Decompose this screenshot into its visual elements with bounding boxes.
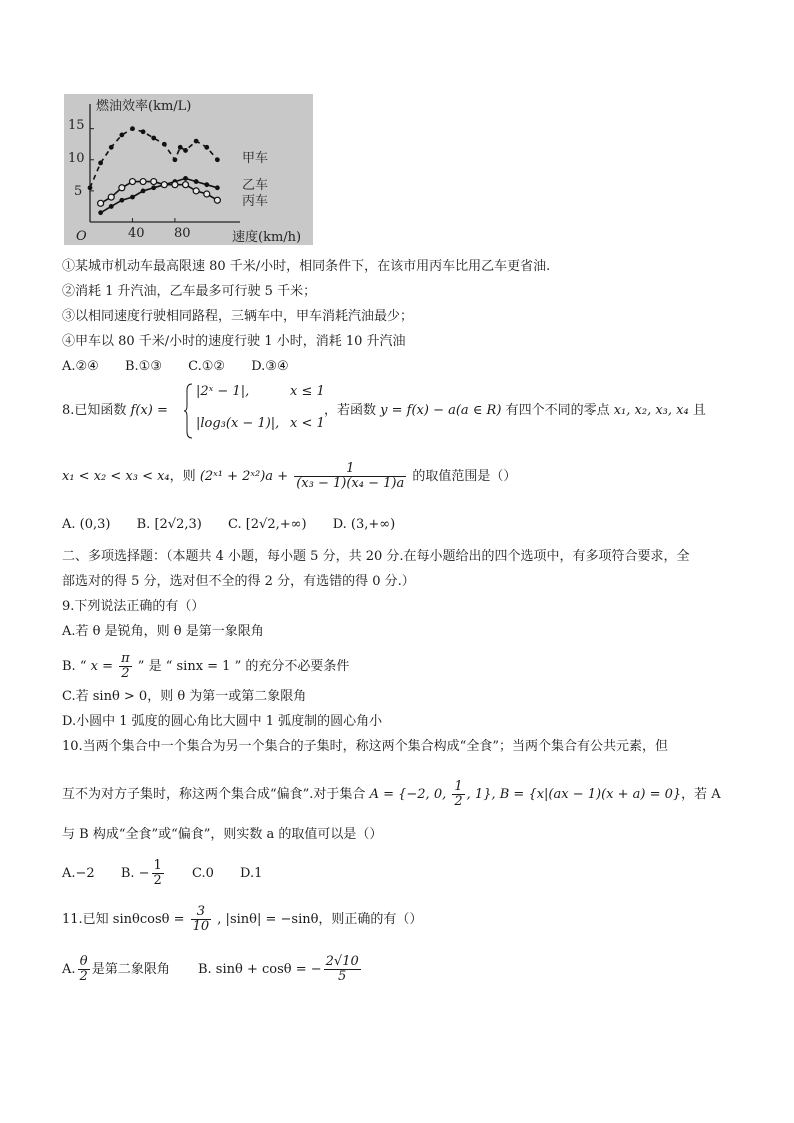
data-point bbox=[119, 185, 125, 191]
q9-option-c[interactable]: C.若 sinθ > 0，则 θ 为第一或第二象限角 bbox=[62, 689, 307, 704]
q10-line1: 10.当两个集合中一个集合为另一个集合的子集时，称这两个集合构成“全食”；当两个集合有公共元素，但 bbox=[62, 739, 668, 754]
q8-zeros: x₁, x₂, x₃, x₄ bbox=[613, 403, 689, 418]
legend-yi: 乙车 bbox=[242, 178, 269, 193]
data-point bbox=[98, 160, 103, 165]
q10-setB: , B = {x|(ax − 1)(x + a) = 0} bbox=[491, 787, 682, 802]
series-line-2 bbox=[101, 182, 218, 204]
q8-cond-2: x < 1 bbox=[290, 416, 325, 431]
data-point bbox=[183, 148, 188, 153]
fuel-efficiency-chart bbox=[64, 94, 313, 245]
data-point bbox=[119, 132, 124, 137]
q8-fraction bbox=[294, 462, 406, 491]
q10-setA-den: 2 bbox=[454, 794, 463, 809]
q7-option-b[interactable]: B.①③ bbox=[124, 359, 162, 374]
q8-end: 且 bbox=[692, 403, 706, 418]
data-point bbox=[88, 185, 93, 190]
q10-option-c[interactable]: C.0 bbox=[191, 866, 214, 881]
q8-mid2: 有四个不同的零点 bbox=[505, 403, 610, 418]
data-point bbox=[214, 197, 220, 203]
data-point bbox=[215, 157, 220, 162]
q11-num: 3 bbox=[191, 905, 212, 920]
q11-stem bbox=[62, 905, 422, 934]
section2-heading-2: 部选对的得 5 分，选对但不全的得 2 分，有选错的得 0 分.） bbox=[62, 574, 415, 589]
q11-option-b[interactable] bbox=[197, 954, 363, 984]
q8-fx: f(x) = bbox=[130, 403, 168, 418]
q9-option-b[interactable] bbox=[62, 652, 349, 681]
q9-option-a[interactable]: A.若 θ 是锐角，则 θ 是第一象限角 bbox=[62, 624, 264, 639]
data-point bbox=[204, 182, 209, 187]
q8-mid: ，若函数 bbox=[324, 403, 377, 418]
statement-3: ③以相同速度行驶相同路程，三辆车中，甲车消耗汽油最少； bbox=[62, 309, 414, 324]
q11-rest: , |sinθ| = −sinθ，则正确的有（） bbox=[217, 912, 423, 927]
statement-2: ②消耗 1 升汽油，乙车最多可行驶 5 千米； bbox=[62, 284, 317, 299]
q7-option-d[interactable]: D.③④ bbox=[251, 359, 289, 374]
data-point bbox=[140, 179, 146, 185]
data-point bbox=[162, 142, 167, 147]
q11a-fraction bbox=[78, 955, 90, 984]
q10-optB-num: 1 bbox=[153, 858, 162, 873]
data-point bbox=[161, 182, 167, 188]
q11-option-a[interactable] bbox=[62, 954, 174, 984]
q7-options bbox=[62, 358, 311, 376]
data-point bbox=[183, 176, 188, 181]
statement-4: ④甲车以 80 千米/小时的速度行驶 1 小时，消耗 10 升汽油 bbox=[62, 334, 406, 349]
data-point bbox=[173, 157, 178, 162]
q8-frac-den: (x₃ − 1)(x₄ − 1)a bbox=[296, 476, 405, 491]
q8-brace bbox=[184, 382, 194, 440]
q11a-den: 2 bbox=[79, 969, 88, 984]
y-tick-15: 15 bbox=[68, 118, 85, 133]
q11b-label: B. sinθ + cosθ = − bbox=[197, 962, 322, 977]
q11-start: 11.已知 sinθcosθ = bbox=[62, 912, 185, 927]
q9b-rest: ” 是 “ sinx = 1 ” 的充分不必要条件 bbox=[137, 659, 350, 674]
data-point bbox=[204, 145, 209, 150]
q8-case-1: |2ˣ − 1|, bbox=[196, 384, 250, 399]
q9b-fraction bbox=[119, 652, 132, 681]
data-point bbox=[130, 126, 135, 131]
q11a-num: θ bbox=[78, 955, 90, 970]
q8-cond-1: x ≤ 1 bbox=[290, 384, 325, 399]
data-point bbox=[109, 204, 114, 209]
q8-frac-num: 1 bbox=[294, 462, 406, 477]
x-tick-40: 40 bbox=[128, 226, 145, 241]
origin-label: O bbox=[76, 229, 87, 244]
data-point bbox=[178, 145, 183, 150]
data-point bbox=[130, 195, 135, 200]
q9b-open: B. “ bbox=[62, 659, 87, 674]
q10-line3: 与 B 构成“全食”或“偏食”，则实数 a 的取值可以是（） bbox=[62, 827, 383, 842]
q8-line2 bbox=[62, 462, 516, 491]
q8-option-a[interactable]: A. (0,3) bbox=[62, 517, 111, 532]
q9-stem: 9.下列说法正确的有（） bbox=[62, 599, 205, 614]
q10-optB-label: B. − bbox=[120, 866, 150, 881]
q9b-den: 2 bbox=[121, 666, 130, 681]
q8-yfx: y = f(x) − a(a ∈ R) bbox=[380, 403, 502, 418]
q11-den: 10 bbox=[192, 919, 210, 934]
q7-option-a[interactable]: A.②④ bbox=[62, 359, 99, 374]
q10-if-A: ，若 A bbox=[681, 787, 721, 802]
q8-line1 bbox=[62, 402, 168, 420]
q8-option-c[interactable]: C. [2√2,+∞) bbox=[227, 517, 307, 532]
q10-setA-num: 1 bbox=[454, 779, 463, 794]
data-point bbox=[141, 129, 146, 134]
q10-optB-den: 2 bbox=[153, 873, 162, 888]
q10-setA-fraction bbox=[452, 780, 464, 809]
q8-options bbox=[62, 516, 417, 534]
q8-then: ，则 bbox=[169, 469, 196, 484]
q8-option-d[interactable]: D. (3,+∞) bbox=[332, 517, 396, 532]
q8-case-2: |log₃(x − 1)|, bbox=[196, 416, 280, 431]
q10-option-d[interactable]: D.1 bbox=[240, 866, 263, 881]
q11a-label: A. bbox=[62, 962, 76, 977]
q11a-text: 是第二象限角 bbox=[91, 962, 170, 977]
data-point bbox=[215, 185, 220, 190]
x-tick-80: 80 bbox=[174, 226, 191, 241]
statement-1: ①某城市机动车最高限速 80 千米/小时，相同条件下，在该市用丙车比用乙车更省油. bbox=[62, 259, 551, 274]
data-point bbox=[119, 198, 124, 203]
q10-setA-start: A = {−2, 0, bbox=[369, 787, 447, 802]
x-axis-label: 速度(km/h) bbox=[232, 230, 302, 245]
chart-marks bbox=[88, 126, 221, 215]
data-point bbox=[183, 182, 189, 188]
chart-axes bbox=[90, 104, 240, 222]
legend-bing: 丙车 bbox=[242, 194, 269, 209]
y-tick-10: 10 bbox=[68, 151, 85, 166]
q8-range: 的取值范围是（） bbox=[412, 469, 517, 484]
data-point bbox=[151, 179, 157, 185]
q11b-num: 2√10 bbox=[325, 954, 359, 969]
q11-fraction bbox=[191, 905, 212, 934]
q8-expr: (2ˣ¹ + 2ˣ²)a + bbox=[199, 469, 289, 484]
section2-heading-1: 二、多项选择题：（本题共 4 小题，每小题 5 分，共 20 分.在每小题给出的四个选项中，有多项符合要求，全 bbox=[62, 549, 690, 564]
data-point bbox=[98, 210, 103, 215]
data-point bbox=[194, 179, 199, 184]
data-point bbox=[141, 188, 146, 193]
data-point bbox=[108, 194, 114, 200]
q10-optB-fraction bbox=[152, 859, 164, 888]
q9-option-d[interactable]: D.小圆中 1 弧度的圆心角比大圆中 1 弧度制的圆心角小 bbox=[62, 714, 383, 729]
data-point bbox=[204, 191, 210, 197]
q9b-x: x = bbox=[90, 659, 113, 674]
q10-options bbox=[62, 859, 262, 888]
q9b-num: π bbox=[121, 651, 130, 666]
chart-svg bbox=[64, 94, 313, 245]
q10-option-a[interactable]: A.−2 bbox=[62, 866, 95, 881]
q11-options bbox=[62, 955, 363, 984]
q10-line2-text: 互不为对方子集时，称这两个集合成“偏食”.对于集合 bbox=[62, 787, 366, 802]
data-point bbox=[193, 188, 199, 194]
q10-setA-end: , 1} bbox=[466, 787, 492, 802]
data-point bbox=[172, 182, 178, 188]
q10-line2 bbox=[62, 780, 721, 809]
q11b-fraction bbox=[324, 955, 361, 984]
q7-option-c[interactable]: C.①② bbox=[188, 359, 226, 374]
legend-jia: 甲车 bbox=[242, 151, 269, 166]
data-point bbox=[98, 200, 104, 206]
q8-option-b[interactable]: B. [2√2,3) bbox=[136, 517, 202, 532]
q8-prefix: 8.已知函数 bbox=[62, 403, 127, 418]
y-tick-5: 5 bbox=[74, 184, 83, 199]
data-point bbox=[151, 185, 156, 190]
q10-option-b[interactable] bbox=[120, 858, 170, 888]
q11b-den: 5 bbox=[338, 969, 347, 984]
chart-title: 燃油效率(km/L) bbox=[96, 99, 192, 114]
q8-order: x₁ < x₂ < x₃ < x₄ bbox=[62, 469, 170, 484]
data-point bbox=[109, 145, 114, 150]
data-point bbox=[129, 179, 135, 185]
data-point bbox=[194, 139, 199, 144]
q8-line1-rest bbox=[324, 402, 706, 420]
data-point bbox=[151, 136, 156, 141]
